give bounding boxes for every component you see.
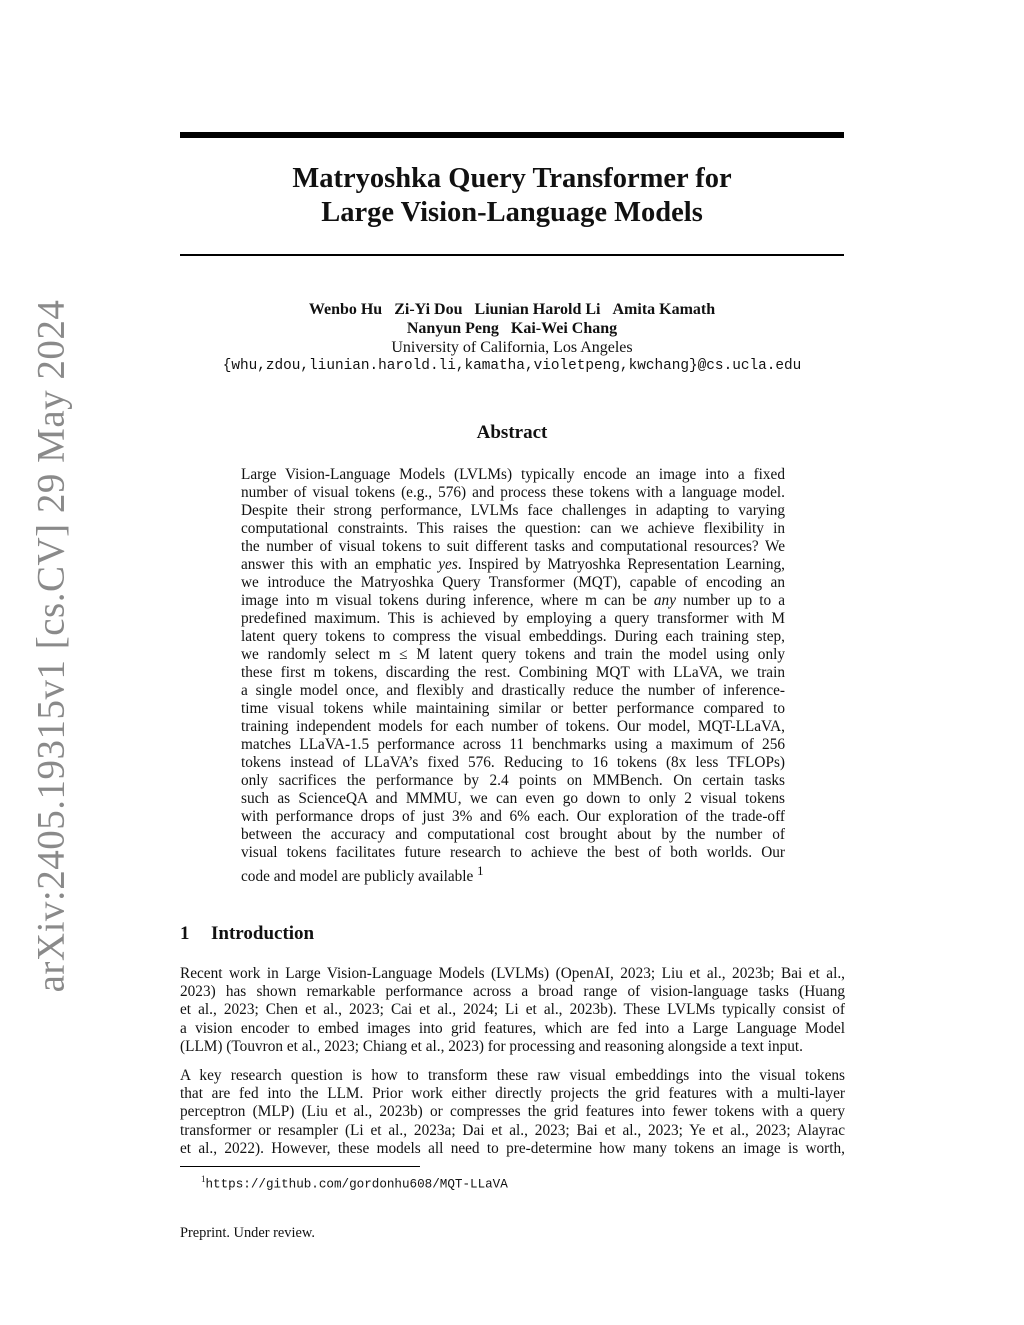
abstract-line-last (241, 862, 785, 886)
abstract-line: we introduce the Matryoshka Query Transformer (MQT), capable of encoding an (241, 574, 785, 591)
abstract-line: between the accuracy and computational cost brought about by the number of (241, 826, 785, 843)
author-affiliation: University of California, Los Angeles (391, 339, 633, 356)
paragraph-line: transformer or resampler (Li et al., 2023a; Dai et al., 2023; Bai et al., 2023; Ye et al., 2023; Alayrac (180, 1121, 845, 1139)
abstract-line: visual tokens facilitates future research to achieve the best of both worlds. Our (241, 844, 785, 861)
author-name: Amita Kamath (612, 301, 716, 318)
paragraph-line: et al., 2022). However, these models all need to pre-determine how many tokens an image is worth, (180, 1139, 845, 1157)
intro-paragraph-1 (180, 965, 845, 1056)
footnote (201, 1174, 508, 1191)
abstract-line: predefined maximum. This is achieved by employing a query transformer with M (241, 610, 785, 627)
paragraph-line: perceptron (MLP) (Liu et al., 2023b) or compresses the grid features into fewer tokens with a query (180, 1103, 845, 1121)
author-block (180, 300, 844, 376)
abstract-line: latent query tokens to compress the visual embeddings. During each training step, (241, 628, 785, 645)
footnote-url-link[interactable]: https://github.com/gordonhu608/MQT-LLaVA (205, 1177, 508, 1192)
section-title: Introduction (211, 923, 315, 944)
abstract-line: the number of visual tokens to suit different tasks and computational resources? We (241, 538, 785, 555)
abstract-line: Large Vision-Language Models (LVLMs) typically encode an image into a fixed (241, 466, 785, 483)
abstract-line: we randomly select m ≤ M latent query tokens and train the model using only (241, 646, 785, 663)
abstract-line: such as ScienceQA and MMMU, we can even go down to only 2 visual tokens (241, 790, 785, 807)
abstract-last-text: code and model are publicly available (241, 868, 474, 886)
section-number: 1 (180, 923, 190, 944)
abstract-line: computational constraints. This raises the question: can we achieve flexibility in (241, 520, 785, 537)
paragraph-line: 2023) has shown remarkable performance across a broad range of vision-language tasks (Huang (180, 983, 845, 1001)
title-rule-bottom (180, 254, 844, 256)
abstract-line: only sacrifices the performance by 2.4 points on MMBench. On certain tasks (241, 772, 785, 789)
abstract-line: tokens instead of LLaVA’s fixed 576. Reducing to 16 tokens (8x less TFLOPs) (241, 754, 785, 771)
paper-title (180, 162, 844, 230)
paragraph-line: A key research question is how to transform these raw visual embeddings into the visual tokens (180, 1067, 845, 1084)
paragraph-line: Recent work in Large Vision-Language Models (LVLMs) (OpenAI, 2023; Liu et al., 2023b; Bai et al., (180, 965, 845, 982)
paragraph-line: et al., 2023; Chen et al., 2023; Cai et al., 2024; Li et al., 2023b). These LVLMs typically consist of (180, 1001, 845, 1019)
abstract-line: matches LLaVA-1.5 performance across 11 benchmarks using a maximum of 256 (241, 736, 785, 753)
paragraph-line: (LLM) (Touvron et al., 2023; Chiang et al., 2023) for processing and reasoning alongside a text input. (180, 1037, 803, 1055)
title-rule-top (180, 132, 844, 138)
abstract-line: Despite their strong performance, LVLMs face challenges in adapting to varying (241, 502, 785, 519)
abstract-line: with performance drops of just 3% and 6% each. Our exploration of the trade-off (241, 808, 785, 825)
author-name: Kai-Wei Chang (510, 320, 618, 337)
abstract-heading: Abstract (476, 422, 548, 443)
abstract-line: training independent models for each number of tokens. Our model, MQT-LLaVA, (241, 718, 785, 735)
author-emails: {whu,zdou,liunian.harold.li,kamatha,violetpeng,kwchang}@cs.ucla.edu (222, 358, 802, 374)
section-heading-introduction (180, 923, 314, 945)
abstract-line: a single model once, and flexibly and drastically reduce the number of inference- (241, 682, 785, 699)
title-line-2: Large Vision-Language Models (321, 197, 703, 228)
abstract-line: these first m tokens, discarding the rest. Combining MQT with LLaVA, we train (241, 664, 785, 681)
abstract-line: time visual tokens while maintaining similar or better performance compared to (241, 700, 785, 717)
footnote-mark: 1 (201, 1174, 206, 1184)
intro-paragraph-2 (180, 1067, 845, 1158)
author-name: Liunian Harold Li (474, 301, 601, 318)
author-name: Wenbo Hu (308, 301, 383, 318)
abstract-footnote-mark[interactable]: 1 (477, 864, 484, 878)
footnote-rule (180, 1166, 420, 1167)
author-names-line-1 (180, 300, 844, 319)
author-names-line-2 (180, 319, 844, 338)
paragraph-line: that are fed into the LLM. Prior work either directly projects the grid features with a multi-layer (180, 1085, 845, 1103)
abstract-body (241, 466, 785, 886)
author-name: Zi-Yi Dou (394, 301, 463, 318)
title-line-1: Matryoshka Query Transformer for (292, 163, 732, 194)
abstract-line: number of visual tokens (e.g., 576) and process these tokens with a language model. (241, 484, 785, 501)
preprint-footer: Preprint. Under review. (180, 1225, 315, 1241)
abstract-line: image into m visual tokens during inference, where m can be any number up to a (241, 592, 785, 609)
paragraph-line: a vision encoder to embed images into grid features, which are fed into a Large Language Model (180, 1019, 845, 1037)
author-name: Nanyun Peng (406, 320, 499, 337)
arxiv-id-text: arXiv:2405.19315v1 [cs.CV] 29 May 2024 (29, 299, 73, 993)
abstract-line: answer this with an emphatic yes. Inspired by Matryoshka Representation Learning, (241, 556, 785, 573)
